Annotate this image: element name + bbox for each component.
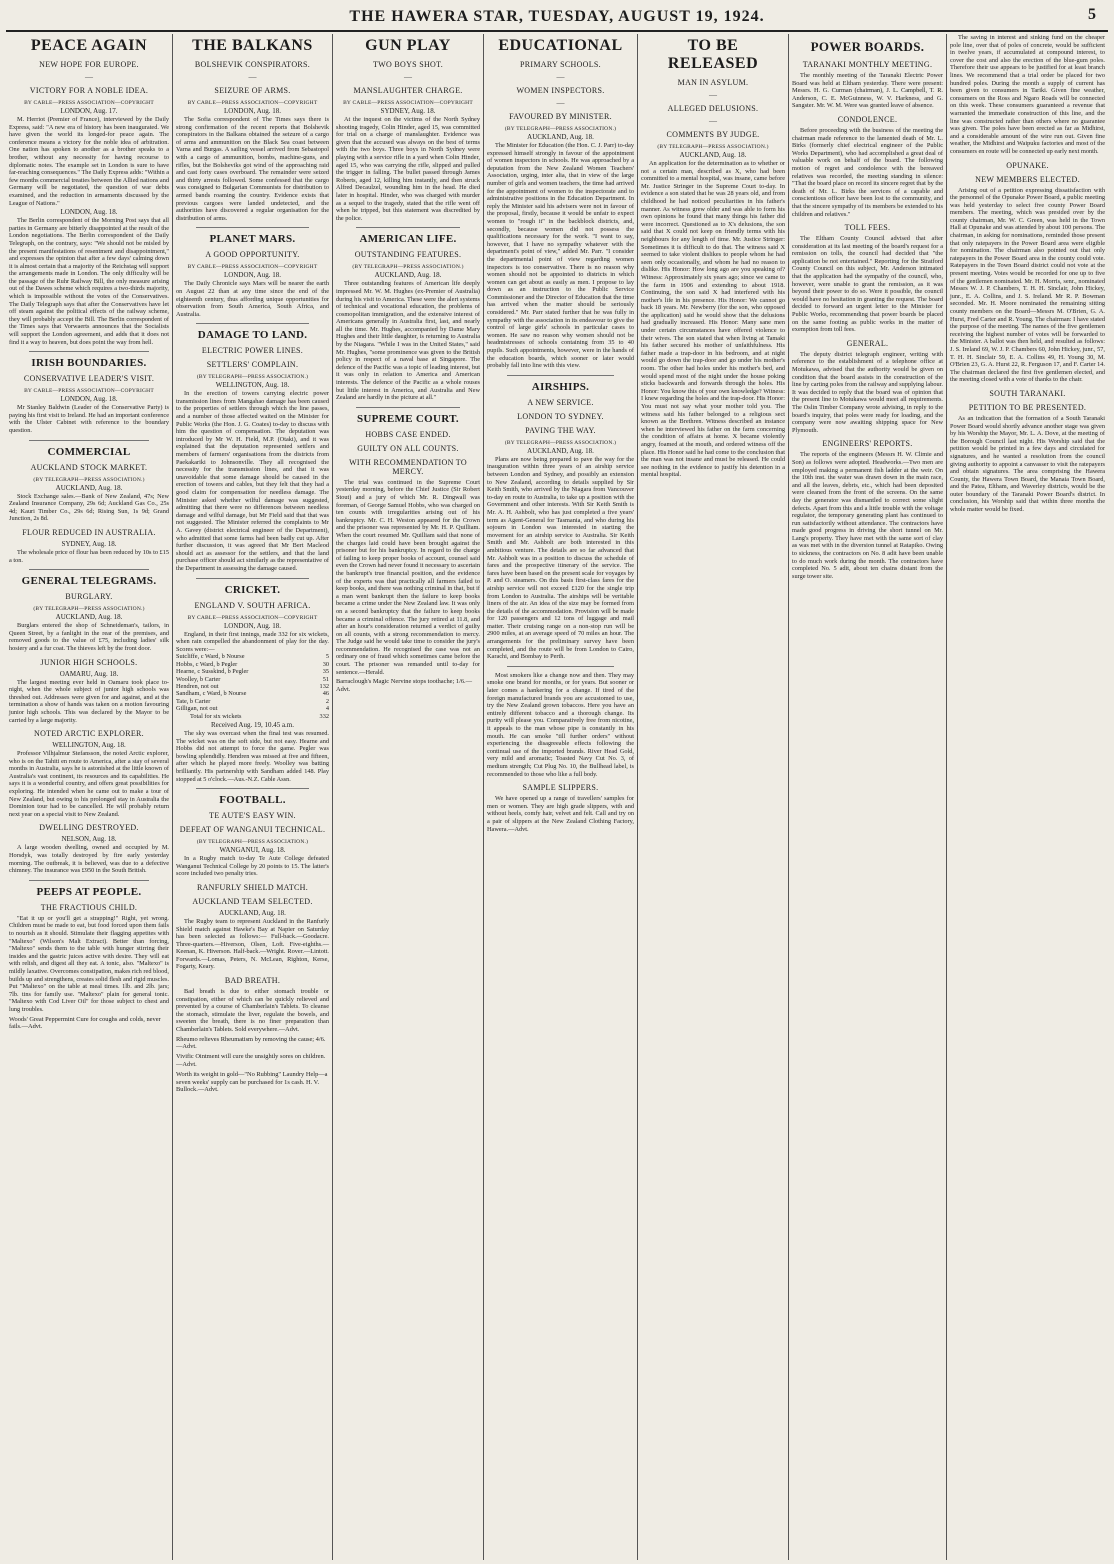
divider: — bbox=[556, 72, 565, 81]
divider: — bbox=[85, 72, 93, 81]
subhead: ENGINEERS' REPORTS. bbox=[822, 439, 913, 449]
separator bbox=[507, 375, 614, 376]
scorecard-row bbox=[176, 668, 329, 675]
column-5 bbox=[638, 34, 788, 1560]
subhead: ELECTRIC POWER LINES. bbox=[201, 346, 304, 356]
article-text: The Berlin correspondent of the Morning Post says that all parties in Germany are bitterly disappointed at the result of the London negotiations. The Berlin correspondent of the Daily Telegraph, on the contrary, says: "We should not be misled by the present manifestations of resentment and disappointment," and expresses the opinion that after a few days' calming down it is almost certain that a majority of the Reichstag will support the arrangements made in London. The only difficulty will be the passage of the Ruhr Railway Bill, the only measure arising out of the Dawes scheme which requires a two-thirds majority, which is impossible without the votes of the Conservatives. The Daily Telegraph says that after the Conservatives have let off steam against the political effects of the railway scheme, they will probably accept the Bill. The Berlin correspondent of the Times says that Vorwaerts announces that the Socialists will support the London agreement, and adds that it does not find it a way to heaven, but does point the way from hell. bbox=[9, 217, 169, 346]
separator bbox=[29, 440, 149, 441]
separator bbox=[356, 407, 460, 408]
subhead: AUCKLAND STOCK MARKET. bbox=[30, 462, 148, 472]
article-text: The Rugby team to represent Auckland in the Ranfurly Shield match against Hawke's Bay at Napier on Saturday has been selected as follows:— Full-back.—Goodacre. Three-quarters.—Hiverson, Olsen, Loft. Five-eighths.—Keenan, K. Hiverson. Half-back.—Wright. Rover.—Lintott. Forwards.—Lomas, Peters, N. McLean, Righton, Kerse, Fogarty, Keary. bbox=[176, 917, 329, 971]
article-text: England, in their first innings, made 332 for six wickets, when rain compelled the abandonment of play for the day. Scores were:— bbox=[176, 630, 329, 653]
page-number: 5 bbox=[1088, 6, 1096, 23]
dateline: LONDON, Aug. 18. bbox=[224, 107, 281, 115]
headline-supreme-court: SUPREME COURT. bbox=[356, 412, 459, 425]
dateline: LONDON, Aug. 17. bbox=[60, 107, 118, 115]
article-text: The Minister for Education (the Hon. C. J. Parr) to-day expressed himself strongly in favour of the appointment of women inspectors in schools. He was approached by a deputation from the New Zealand Women Teachers' Association, urging, inter alia, that in view of the large number of girls and women teachers, the time had arrived for the appointment of women to the inspectorate and to administrative positions in the Education Department. In reply the Minister said his advisers were not in favour of the proposal, firstly, because it would be unfair to expect women to "rough it" in the backblock districts, and, secondly, because women did not possess the qualifications necessary for the work. "I want to say, however, that I have no sympathy whatever with the department's point of view," added Mr. Parr. "I consider the departmental point of view regarding women inspectors is too conservative. There is no reason why women should not be appointed to districts in which women can get about as easily as men. I propose to lay down as an instruction to the Public Service Commissioner and the Director of Education that the time has arrived when the matter should be seriously considered." Mr. Parr stated further that he was fully in sympathy with the association in its endeavour to give the control of large girls' schools in particular cases to women. He saw no reason why women should not be headmistresses of schools containing from 35 to 40 pupils. Such appointments, however, were in the hands of the education boards, which sooner or later would probably fall into line with this view. bbox=[487, 142, 634, 370]
scorecard-row bbox=[176, 690, 329, 697]
subhead: THE FRACTIOUS CHILD. bbox=[40, 902, 138, 912]
batsman: Woolley, b Carter bbox=[176, 675, 221, 683]
runs: 5 bbox=[325, 653, 329, 661]
scorecard bbox=[176, 653, 329, 720]
article-text: Professor Vilhjalmur Stefansson, the noted Arctic explorer, who is on the Tahiti en route to America, after a stay of several months in Australia, says he is astonished at the little known of Australia's vast continent, its resources and its capabilities. He says it is a wonderful country, and offers great possibilities for exploring. He intended when he came out to make a tour of New Zealand, but owing to his prolonged stay in Australia the Dominion tour had to be cancelled. He will probably return next year on a special visit to New Zealand. bbox=[9, 750, 169, 818]
column-6 bbox=[789, 34, 946, 1560]
dateline: LONDON, Aug. 18. bbox=[224, 271, 281, 280]
subhead: CONSERVATIVE LEADER'S VISIT. bbox=[23, 374, 155, 384]
article-text: In a Rugby match to-day Te Aute College defeated Wanganui Technical College by 20 points to 15. The latter's score included two penalty tries. bbox=[176, 855, 329, 878]
subhead: OPUNAKE. bbox=[1006, 160, 1049, 170]
column-3 bbox=[333, 34, 483, 1560]
article-text: Bad breath is due to either stomach trouble or constipation, either of which can be quickly relieved and prevented by a course of Chamberlain's Tablets. To cleanse the stomach, stimulate the liver, regulate the bowels, and sweeten the breath, there is no finer preparation than Chamberlain's Tablets. Sold everywhere.—Advt. bbox=[176, 988, 329, 1034]
subhead: PAVING THE WAY. bbox=[525, 425, 596, 435]
separator bbox=[196, 323, 309, 324]
article-text: Mr Stanley Baldwin (Leader of the Conservative Party) is paying his first visit to Ireland. He had an important conference with the Ulster Cabinet with reference to the boundary question. bbox=[9, 404, 169, 434]
subhead: LONDON TO SYDNEY. bbox=[517, 411, 604, 421]
dateline: LONDON, Aug. 18. bbox=[60, 208, 118, 217]
runs: 35 bbox=[322, 668, 329, 676]
scorecard-row bbox=[176, 698, 329, 705]
subhead: ALLEGED DELUSIONS. bbox=[667, 104, 759, 113]
subhead: TARANAKI MONTHLY MEETING. bbox=[802, 60, 933, 69]
article-text: The largest meeting ever held in Oamaru took place to-night, when the whole subject of junior high schools was threshed out. Addresses were given for and against, and at the termination a show of hands was taken on a motion favouring junior high schools. This was declared by the Mayor to be carried by a large majority. bbox=[9, 678, 169, 724]
dateline: SYDNEY, Aug. 18. bbox=[380, 107, 436, 115]
runs: 132 bbox=[319, 682, 329, 690]
divider: — bbox=[248, 72, 257, 81]
subhead: FAVOURED BY MINISTER. bbox=[509, 112, 612, 121]
advertisement: Barraclough's Magic Nervine stops toothache; 1/6.—Advt. bbox=[336, 678, 473, 694]
subhead: GUILTY ON ALL COUNTS. bbox=[357, 443, 459, 453]
scorecard-row bbox=[176, 705, 329, 712]
article-text: An application for the determination as to whether or not a certain man, described as X, who had been committed to a mental hospital, was insane, came before Mr. Justice Stringer in the Supreme Court to-day. In evidence a son stated that he was 28 years old, and from childhood he had noticed peculiarities in his father's manner. As witness grew older and was able to form his own opinions he found that many things his father did were incorrect. Questioned as to X's delusions, the son said that X could not keep on friendly terms with his neighbours for any length of time. Mr. Justice Stringer: Sometimes it is difficult to do that. The witness said X seemed to take violent dislikes to people whom he had seen only occasionally, and whom he had no reason to dislike. His Honor: How long ago are you speaking of? Witness: Approximately six years ago; since we came to the farm in 1906 and extending to about 1918. Continuing, the son said X had interfered with his mother's life in his presence. His Honor: We cannot go back 18 years. Mr. Newberry (for the son, who opposed the application) said he would show that the delusions had gradually increased. His Honor: Many sane men under certain circumstances have offered violence to their wives. The son stated that when living at Tamaki his father secured his mother of unfaithfulness. His father made a trap-door in his bedroom, and at night would go down the trap-door and go under his mother's room. The other had holes under his mother's bed, and would spend most of the night under the house poking sticks backwards and forwards through the holes. His Honor: You know this of your own knowledge? Witness: I knew regarding the holes and the trap-door. His Honor: You must not say what your mother told you. The witness said his father belonged to a religious sect known as the Brethren. Witness described an instance when he interviewed his father on the farm concerning the condition of affairs at home. X became violently angry, foamed at the mouth, and ordered witness off the place. His Honor said he had come to the conclusion that the man was not insane and must be released. He could see nothing in the evidence to justify his detention in a mental hospital. bbox=[641, 160, 785, 479]
press-credit: BY CABLE—PRESS ASSOCIATION—COPYRIGHT bbox=[24, 100, 154, 106]
subhead: SAMPLE SLIPPERS. bbox=[522, 783, 599, 793]
subhead: WOMEN INSPECTORS. bbox=[516, 86, 605, 95]
subhead: BOLSHEVIK CONSPIRATORS. bbox=[194, 60, 311, 69]
separator bbox=[29, 569, 149, 570]
masthead bbox=[0, 0, 1114, 30]
subhead: SETTLERS' COMPLAIN. bbox=[206, 360, 299, 370]
article-text: Burglars entered the shop of Schneideman's, tailors, in Queen Street, by a fanlight in the rear of the premises, and removed goods to the value of £75, including ladies' silk hosiery and a fur coat. The thieves left by the front door. bbox=[9, 622, 169, 652]
masthead-rule bbox=[6, 30, 1108, 32]
article-text: Arising out of a petition expressing dissatisfaction with the personnel of the Opunake Power Board, a public meeting was held yesterday to select five county Power Board members. The meeting, which was presided over by the county chairman, Mr. W. C. Green, was held in the Town Hall at Opunake and was attended by about 100 persons. The chairman, in asking for nominations, reminded those present that only ratepayers in the Power Board area were eligible for nomination. The chairman also pointed out that only ratepayers in the Power Board area in the county could vote. Ratepayers in the Town Board district could not vote at the present meeting. Votes would be recorded for one up to five of the gentlemen nominated. Mr. H. Morris, senr., nominated Messrs W. J. P. Chambers, T. H. H. Sinclair, John Hickey, junr., E. A. Collins, and J. S. Ireland. Mr R. P. Bowman seconded. Mr. H. Moore nominated the remaining sitting county members on the Board—Messrs M. O'Brien, G. A. Hurst, Fred Carter and R. Young. The chairman: I have stated the purpose of the meeting. The names of the five gentlemen receiving the highest number of votes will be forwarded to the Minister. A ballot was then held, and resulted as follows: J. S. Ireland 69, W. J. P. Chambers 60, John Hickey, junr., 57, T. H. H. Sinclair 59, E. A. Collins 49, H. Young 30, M. O'Brien 23, G. A. Hurst 22, R. Ferguson 17, and F. Carter 14. The chairman declared the first five gentlemen elected, and the meeting closed with a vote of thanks to the chair. bbox=[950, 186, 1105, 384]
dateline: AUCKLAND, Aug. 18. bbox=[55, 613, 123, 622]
dateline: SYDNEY, Aug. 18. bbox=[61, 539, 117, 548]
press-credit: BY CABLE—PRESS ASSOCIATION—COPYRIGHT bbox=[187, 264, 318, 271]
separator bbox=[29, 351, 149, 352]
headline-power-boards: POWER BOARDS. bbox=[810, 39, 925, 54]
batsman: Tate, b Carter bbox=[176, 697, 211, 705]
press-credit: (BY TELEGRAPH—PRESS ASSOCIATION.) bbox=[352, 264, 464, 271]
subhead: GENERAL. bbox=[846, 338, 889, 348]
subhead: TWO BOYS SHOT. bbox=[372, 60, 444, 69]
dateline: AUCKLAND, Aug. 18. bbox=[55, 483, 123, 492]
subhead: HOBBS CASE ENDED. bbox=[365, 429, 451, 439]
dateline: AUCKLAND, Aug. 18. bbox=[374, 271, 442, 280]
separator bbox=[196, 788, 309, 789]
subhead: SEIZURE OF ARMS. bbox=[214, 86, 291, 95]
subhead: SOUTH TARANAKI. bbox=[989, 388, 1066, 398]
dateline: AUCKLAND, Aug. 18. bbox=[219, 908, 286, 917]
subhead: TOLL FEES. bbox=[844, 223, 891, 233]
press-credit: BY CABLE—PRESS ASSOCIATION—COPYRIGHT bbox=[187, 614, 318, 621]
masthead-title: THE HAWERA STAR, TUESDAY, AUGUST 19, 1924. bbox=[349, 8, 765, 25]
press-credit: (BY TELEGRAPH—PRESS ASSOCIATION.) bbox=[33, 476, 145, 483]
subhead: BURGLARY. bbox=[65, 592, 113, 602]
article-text: The Daily Chronicle says Mars will be nearer the earth on August 22 than at any time since the end of the eighteenth century, thus affording unique opportunities for observation from South America, South Africa, and Australia. bbox=[176, 280, 329, 318]
subhead: OUTSTANDING FEATURES. bbox=[354, 250, 462, 260]
article-text: Before proceeding with the business of the meeting the chairman made reference to the lamented death of Mr. L. Birks (formerly chief electrical engineer of the Public Works Department), who had accomplished a great deal of valuable work on behalf of the board. The following motion of regret and condolence with the bereaved relatives was recorded, the meeting standing in silence: "That the board place on record its sincere regret that by the death of Mr. L. Birks the services of a capable and conscientious officer have been lost to the community, and that the sincere sympathy of its members be extended to his children and relatives." bbox=[792, 126, 944, 218]
subhead: NEW MEMBERS ELECTED. bbox=[975, 174, 1080, 184]
runs: 46 bbox=[322, 690, 329, 698]
headline-irish-boundaries: IRISH BOUNDARIES. bbox=[31, 357, 147, 370]
article-text: The trial was continued in the Supreme Court yesterday morning, before the Chief Justice (Sir Robert Stout) and a jury of which Mr. R. Dingwall was foreman, of George Samuel Hobbs, who was charged on ten counts with irregularities arising out of his bankruptcy. Mr. C. H. Weston appeared for the Crown and the prisoner was represented by Mr. H. P. Quilliam. When the court resumed Mr. Quilliam said that none of the charges laid could have been brought against the prisoner but for his bankruptcy. In regard to the charge of failing to keep proper books of account, counsel said even the Crown had never found it necessary to ascertain the bankrupt's true financial position, and the evidence of the experts was that practically all farmers failed to keep books, and there was nothing criminal in that, but if a man went bankrupt then the failure to keep books became a crime under the New Zealand law. It was only on a second bankruptcy that the failure to keep books became a criminal offence. The jury retired at 11.8, and after an hour's consideration returned a verdict of guilty on all counts, with a strong recommendation to mercy. The Judge said he would take time to consider the jury's recommendation. He recognised the case was not an ordinary one of fraud which sometimes came before the court. The prisoner was remanded until to-day for sentence.—Herald. bbox=[336, 478, 480, 676]
divider: — bbox=[556, 98, 565, 107]
article-text: Plans are now being prepared to pave the way for the inauguration within three years of an airship service between London and Sydney, and possibly an extension to New Zealand, according to details supplied by Sir Keith Smith, who arrived by the Niagara from Vancouver to-day en route to Australia, to take up a position with the Government and other interests. With Sir Keith Smith is Mr. A. H. Ashbolt, who has just completed a five years' term as Agent-General for Tasmania, and who during his sojourn in London was interested in starting the movement for an airship service to Australia. Sir Keith Smith and Mr. Ashbolt are both interested in this ambitious venture. The details are so far advanced that Mr. Ashbolt was in a position to discuss the schedule of fares and the prospective itinerary of the service. The fares have been based on the present scale for voyages by P. and O. steamers. On this basis first-class fares for the airship service will not exceed £120 for the single trip from London to Australia. The airships will be veritable liners of the air. An idea of the size may be formed from the details of the accommodation. Provision will be made for 120 passengers and 12 tons of luggage and mail matter. Their cruising range on a non-stop run will be 2900 miles, at an average speed of 70 miles an hour. The arrangements for the preliminary survey have been completed, and the route will be from London to Cairo, Karachi, and Bombay to Perth. bbox=[487, 455, 634, 661]
headline-gun-play: GUN PLAY bbox=[365, 37, 451, 54]
runs: 4 bbox=[325, 705, 329, 713]
headline-commercial: COMMERCIAL bbox=[47, 445, 131, 458]
headline-cricket: CRICKET. bbox=[224, 583, 281, 596]
advertisement: Worth its weight in gold—"No Rubbing" Laundry Help—a seven weeks' supply can be purchased for 1s cash. H. V. Bullock.—Advt. bbox=[176, 1070, 328, 1094]
article-text: The deputy district telegraph engineer, writing with reference to the establishment of a telephone office at Motukawa, advised that the authority would be given on condition that the board assists in the construction of the line by carting poles from the railway and supplying labour. It was decided to reply that the board was of opinion that the present line to Motukawa would meet all requirements. The Oslin Timber Company wrote advising, in reply to the board's inquiry, that poles were ready for loading, and the company were now awaiting shipping space for New Plymouth. bbox=[792, 350, 943, 434]
total-label: Total for six wickets bbox=[190, 712, 242, 720]
batsman: Sandham, c Ward, b Nourse bbox=[176, 690, 247, 698]
subhead: COMMENTS BY JUDGE. bbox=[666, 130, 760, 139]
separator bbox=[356, 227, 460, 228]
received-note: Received Aug. 19, 10.45 a.m. bbox=[210, 720, 294, 729]
headline-educational: EDUCATIONAL bbox=[498, 37, 623, 54]
subhead: MANSLAUGHTER CHARGE. bbox=[353, 86, 463, 95]
dateline: AUCKLAND, Aug. 18. bbox=[679, 151, 747, 159]
separator bbox=[196, 227, 309, 228]
headline-american-life: AMERICAN LIFE. bbox=[359, 233, 457, 246]
dateline: WANGANUI, Aug. 18. bbox=[219, 846, 286, 855]
article-text: The sky was overcast when the final test was resumed. The wicket was on the soft side, but not easy. Hearne and Hobbs did not attempt to force the game. Pegler was bowling splendidly. Hendren was missed at five and fifteen, after which he played more freely. Woolley was batting brilliantly. His partnership with Sandham added 148. Play stopped at 5 o'clock.—Aus.-N.Z. Cable Assn. bbox=[176, 729, 329, 783]
press-credit: BY CABLE—PRESS ASSOCIATION—COPYRIGHT bbox=[24, 388, 154, 395]
scorecard-row bbox=[176, 661, 329, 668]
divider: — bbox=[709, 116, 717, 125]
headline-general-telegrams: GENERAL TELEGRAMS. bbox=[21, 575, 157, 588]
article-text: The saving in interest and sinking fund on the cheaper pole line, over that of poles of concrete, would be sufficient in twelve years, if accumulated at compound interest, to cover the cost and also the erection of the blue-gum poles. Therefore their use appears to be justified for at least branch lines. We recommend that a trial order be placed for two hundred poles. During the month a supply of current has been given to consumers in Tariki. Given fine weather, consumers on the Ross and Ngaro Roads will be connected on this week. These consumers guaranteed a revenue that warranted the immediate construction of this line, and the line was constructed rather than others where no guarantee was given. The poles have been erected as far as Midhirst, and a considerable amount of the wire run out. Given fine weather, the Midhirst and Waipuku factories and most of the consumers en route will be connected up early next month. bbox=[950, 34, 1105, 155]
press-credit: (BY TELEGRAPH—PRESS ASSOCIATION.) bbox=[504, 439, 617, 446]
article-text: The Eltham County Council advised that after consideration at its last meeting of the board's request for a remission on tolls, the council had decided that "the application be not entertained." Reporting for the Stratford County Council on this subject, Mr. Anderson intimated that the application had the sympathy of the council, who, however, were unable to grant the remission, as it was beyond their power to do so. Were it possible, the council would have no hesitation in granting the request. The board decided to forward an urgent letter to the Minister for Public Works, recommending that power boards be placed on the same footing as public works in the matter of exemption from toll fees. bbox=[792, 235, 943, 334]
article-text: Most smokers like a change now and then. They may smoke one brand for months, or for years. But sooner or later comes a hankering for a change. If tired of the foreign manufactured brands you are accustomed to use, try the New Zealand grown tobaccos. Here you have an entirely different tobacco and a thorough change. Its purity will please you. Comparatively free from nicotine, it appeals to the man whose pipe is constantly in his mouth. He can smoke "till further orders" without experiencing the disagreeable effects following the continual use of the imported brands. River Head Gold, very mild and aromatic; Toasted Navy Cut No. 3, of medium strength; Cut Plug No. 10, the Bullhead label, is recommended to those who like a full body. bbox=[487, 671, 634, 778]
column-4 bbox=[484, 34, 637, 1560]
subhead: CONDOLENCE. bbox=[837, 114, 898, 124]
subhead: BAD BREATH. bbox=[224, 976, 281, 986]
advertisement: Woods' Great Peppermint Cure for coughs and colds, never fails.—Advt. bbox=[9, 1015, 161, 1031]
press-credit: (BY TELEGRAPH—PRESS ASSOCIATION.) bbox=[504, 126, 617, 132]
headline-peeps-at-people: PEEPS AT PEOPLE. bbox=[36, 885, 142, 898]
article-text: "Eat it up or you'll get a strapping!" Right, yet wrong. Children must be made to eat, but food forced upon them fails to nourish as it should. Stimulate their flagging appetites with "Maltexo" (Wilson's Malt Extract). Better than forcing, "Maltexo" sends them to the table with hunger stirring their insides and the gastric juices active with desire. They will eat with relish, and digest all they eat. A tonic, also. "Maltexo" is mildly laxative. Overcomes constipation, makes rich red blood, builds up and strengthens, creates solid flesh and rigid muscles. Put "Maltexo" on the table at meal times. 1lb. and 2lb. jars; 7lb. tins for family use. "Maltexo" plain for general tonic. "Maltexo with Cod Liver Oil" for those subject to chest and lung troubles. bbox=[9, 914, 170, 1013]
divider: — bbox=[709, 90, 717, 99]
article-text: The monthly meeting of the Taranaki Electric Power Board was held at Eltham yesterday. There were present: Messrs. H. G. Curman (chairman), J. L. Campbell, T. R. Anderson, C. E. McGuinness, W. V. Harkness, and G. Sangster. Mr. W. M. Were was granted leave of absence. bbox=[792, 72, 943, 110]
article-text: The Sofia correspondent of The Times says there is strong confirmation of the recent reports that Bolshevik conspirators in the Balkans obtained the seizure of a cargo of arms and ammunition on the Black Sea coast between Varna and Burgas. A sailing vessel arrived from Sebastopol with a cargo of ammunition, bombs, machine-guns, and rifles, but the Bolsheviks got wind of the approaching raid and cast forty cases overboard. The remainder were seized and thirty arrests followed. Some confessed that the cargo was consigned to Bulgarian Communists for distribution to armed bands roaming the country. Evidence exists that previous cargoes were landed undetected, and the authorities have discovered a regular organisation for the distribution of arms. bbox=[176, 116, 329, 222]
advertisement: Vivific Ointment will cure the unsightly sores on children.—Advt. bbox=[176, 1053, 326, 1069]
headline-to-be-released: TO BE RELEASED bbox=[667, 37, 759, 72]
subhead: PETITION TO BE PRESENTED. bbox=[968, 402, 1087, 412]
press-credit: (BY TELEGRAPH—PRESS ASSOCIATION.) bbox=[196, 374, 309, 381]
article-text: Stock Exchange sales.—Bank of New Zealand, 47s; New Zealand Insurance Company, 29s 6d; Auckland Gas Co., 25s 4d; Kauri Timber Co., 29s 6d; Rising Sun, 1s 9d; Grand Junction, 2s 8d. bbox=[9, 492, 169, 523]
column-7 bbox=[947, 34, 1108, 1560]
batsman: Gilligan, not out bbox=[176, 705, 218, 713]
dateline: LONDON, Aug. 18. bbox=[224, 621, 281, 630]
subhead: JUNIOR HIGH SCHOOLS. bbox=[40, 657, 138, 667]
subhead: DEFEAT OF WANGANUI TECHNICAL. bbox=[179, 825, 326, 835]
press-credit: BY CABLE—PRESS ASSOCIATION—COPYRIGHT bbox=[343, 100, 473, 106]
subhead: WITH RECOMMENDATION TO MERCY. bbox=[349, 457, 467, 476]
dateline: OAMARU, Aug. 18. bbox=[59, 669, 119, 678]
article-text: In the erection of towers carrying electric power transmission lines from Mangahao damage has been caused to the properties of settlers through which the line passes, and a number of those affected waited on the Minister for Public Works (the Hon. J. G. Coates) to-day to discuss with him the question of compensation. The deputation was introduced by Mr W. H. Field, M.P. (Otaki), and it was explained that the deputation represented settlers and members of farmers' organisations from the districts from Paekakariki to Johnsonville. They all recognised the necessity for the transmission lines, and that it was unavoidable that some damage should be caused in the erection of towers and cables, but they felt that they had a good claim for compensation for needless damage. The Minister asked whether wilful damage was suggested, admitting that there were no differences between needless damage and wilful damage, but Mr Field said that that was not suggested. The Minister referred the complaints to Mr A. Gavey (district electrical engineer of the Department), who admitted that some farms had been badly cut up. After further discussion, it was agreed that Mr Bert Macleod should act as assessor for the settlers, and that the land purchase officer should act similarly as the representative of the Department in assessing the damage caused. bbox=[176, 390, 329, 572]
dateline: WELLINGTON, Aug. 18. bbox=[52, 741, 126, 750]
headline-damage-to-land: DAMAGE TO LAND. bbox=[197, 329, 308, 342]
subhead: VICTORY FOR A NOBLE IDEA. bbox=[29, 86, 149, 95]
subhead: A GOOD OPPORTUNITY. bbox=[205, 250, 300, 260]
subhead: ENGLAND V. SOUTH AFRICA. bbox=[194, 600, 311, 610]
batsman: Hobbs, c Ward, b Pegler bbox=[176, 660, 238, 668]
total-runs: 332 bbox=[319, 712, 329, 720]
press-credit: BY CABLE—PRESS ASSOCIATION—COPYRIGHT bbox=[187, 100, 318, 106]
dateline: LONDON, Aug. 18. bbox=[60, 395, 118, 404]
headline-airships: AIRSHIPS. bbox=[531, 380, 590, 393]
separator bbox=[29, 880, 149, 881]
subhead: RANFURLY SHIELD MATCH. bbox=[196, 882, 309, 892]
press-credit: (BY TELEGRAPH—PRESS ASSOCIATION.) bbox=[33, 606, 145, 613]
advertisement: Rheumo relieves Rheumatism by removing the cause; 4/6.—Advt. bbox=[176, 1035, 326, 1051]
scorecard-total bbox=[176, 713, 329, 720]
subhead: NOTED ARCTIC EXPLORER. bbox=[34, 729, 144, 739]
headline-peace-again: PEACE AGAIN bbox=[30, 37, 148, 54]
subhead: PRIMARY SCHOOLS. bbox=[520, 60, 601, 69]
separator bbox=[507, 666, 614, 667]
headline-planet-mars: PLANET MARS. bbox=[209, 233, 296, 246]
batsman: Hearne, c Susskind, b Pegler bbox=[176, 668, 249, 676]
article-text: Three outstanding features of American life deeply impressed Mr. W. M. Hughes (ex-Premier of Australia) during his visit to America. These were the alert systems of technical and vocational education, the problems of cosmopolitan immigration, and the extensive interest of Americans generally in Australia first, last, and nearly all the time. Mr. Hughes, accompanied by Dame Mary Hughes and their little daughter, is returning to Australia by the Niagara. "While I was in the United States," said Mr. Hughes, "some prominence was given to the British policy in respect of a naval base at Singapore. The defence of the Pacific was a topic of leading interest, but it was only in relation to America and American interests. The defence of the Pacific as a whole rouses but little interest in America, and Australia and New Zealand are hardly in the picture at all." bbox=[336, 280, 480, 402]
article-text: The reports of the engineers (Messrs H. W. Climie and Son) as follows were adopted. Headworks.—Two men are employed making a permanent fish ladder at the weir. On the 10th inst. the water was drawn down in the main race, and all the leaves, debris, etc., which had been deposited were cleaned from the front of the screens. On the same day the generator was dismantled to correct some slight defects. Apart from this and a little trouble with the voltage regulator, the temporary generating plant has continued to run satisfactorily without attendance. The contractors have made good progress in driving the short tunnel on Mr. Lang's property. They have met with the same sort of clay as was met with in the diversion tunnel at Ratapiko. Owing to sickness, the contractors on No. 8 adit have been unable to do much work during the month. The contractors have completed No. 5 adit, about ten chains distant from the surge tower site. bbox=[792, 451, 943, 580]
dateline: NELSON, Aug. 18. bbox=[61, 835, 117, 844]
subhead: TE AUTE'S EASY WIN. bbox=[209, 811, 296, 821]
runs: 30 bbox=[322, 660, 329, 668]
scorecard-row bbox=[176, 676, 329, 683]
headline-football: FOOTBALL. bbox=[219, 794, 286, 807]
scorecard-row bbox=[176, 653, 329, 660]
dateline: AUCKLAND, Aug. 18. bbox=[527, 133, 594, 141]
press-credit: (BY TELEGRAPH—PRESS ASSOCIATION.) bbox=[196, 839, 309, 846]
subhead: MAN IN ASYLUM. bbox=[677, 78, 749, 87]
runs: 51 bbox=[322, 675, 329, 683]
column-1 bbox=[6, 34, 172, 1560]
article-text: The wholesale price of flour has been reduced by 10s to £15 a ton. bbox=[9, 548, 169, 564]
column-2 bbox=[173, 34, 332, 1560]
scorecard-row bbox=[176, 683, 329, 690]
press-credit: (BY TELEGRAPH—PRESS ASSOCIATION.) bbox=[657, 144, 769, 150]
batsman: Hendren, not out bbox=[176, 682, 219, 690]
article-text: We have opened up a range of travellers' samples for men or women. They are high grade slippers, with and without heels, comfy hair, velvet and felt. Call and try on a pair of slippers at the New Zealand Clothing Factory, Hawera.—Advt. bbox=[487, 795, 634, 833]
article-text: A large wooden dwelling, owned and occupied by M. Horsdyk, was totally destroyed by fire early yesterday morning. The outbreak, it is believed, was due to a defective chimney. The insurance was £950 in the South British. bbox=[9, 844, 169, 875]
article-text: At the inquest on the victims of the North Sydney shooting tragedy, Colin Hinder, aged 15, was committed for trial on a charge of manslaughter. Evidence was given that the accused was always on the best of terms with the two boys. Three boys in North Sydney were playing with a service rifle in a yard when Colin Hinder, aged 15, who was carrying the rifle, slipped and pulled the trigger in falling. The bullet passed through James Roberts, aged 12, killing him instantly, and then struck Alfred Decaulzel, wounding him in the head. He died later in hospital. Hinder, who was charged with murder as a sequel to the tragedy, stated that the rifle went off when he tripped, but this statement was discredited by the police. bbox=[336, 116, 480, 222]
subhead: AUCKLAND TEAM SELECTED. bbox=[192, 896, 313, 906]
separator bbox=[196, 578, 309, 579]
headline-the-balkans: THE BALKANS bbox=[192, 37, 313, 54]
divider: — bbox=[404, 72, 412, 81]
article-text: M. Herriot (Premier of France), interviewed by the Daily Express, said: "A new era of history has been inaugurated. We have given the world its longed-for peace again. The conference means a victory for the noble idea of arbitration. One nation has spoken to another as a brother speaks to a brother, without any necessity for having recourse to diplomatic notes. The example set in London is sure to have far-reaching consequences." The Daily Express adds: "Within a few months commercial treaties between the Allied nations and Germany will be negotiated, the question of war debts examined, and the reduction in armaments discussed by the League of Nations." bbox=[9, 116, 169, 207]
subhead: DWELLING DESTROYED. bbox=[39, 823, 139, 833]
batsman: Sutcliffe, c Ward, b Nourse bbox=[176, 653, 245, 661]
subhead: NEW HOPE FOR EUROPE. bbox=[39, 60, 139, 69]
dateline: AUCKLAND, Aug. 18. bbox=[527, 446, 594, 455]
article-text: As an indication that the formation of a South Taranaki Power Board would shortly advance another stage was given by his Worship the Mayor, Mr. L. A. Dove, at the meeting of the Borough Council last night. His Worship said that the petition would be printed in a few days and circulated for signatures, and he wanted a resolution from the council giving authority to appoint a canvasser to visit the ratepayers and obtain signatures. The area comprising the Hawera County, the Hawera Town Board, the Manaia Town Board, and the Patea, Eltham, and Waverley districts, would be the outer boundary of the Taranaki Power Board's district. In conclusion, his Worship said that within three months the whole matter would be fixed. bbox=[950, 414, 1105, 514]
runs: 2 bbox=[325, 697, 329, 705]
subhead: A NEW SERVICE. bbox=[527, 397, 594, 407]
subhead: FLOUR REDUCED IN AUSTRALIA. bbox=[22, 527, 156, 537]
dateline: WELLINGTON, Aug. 18. bbox=[215, 381, 290, 390]
